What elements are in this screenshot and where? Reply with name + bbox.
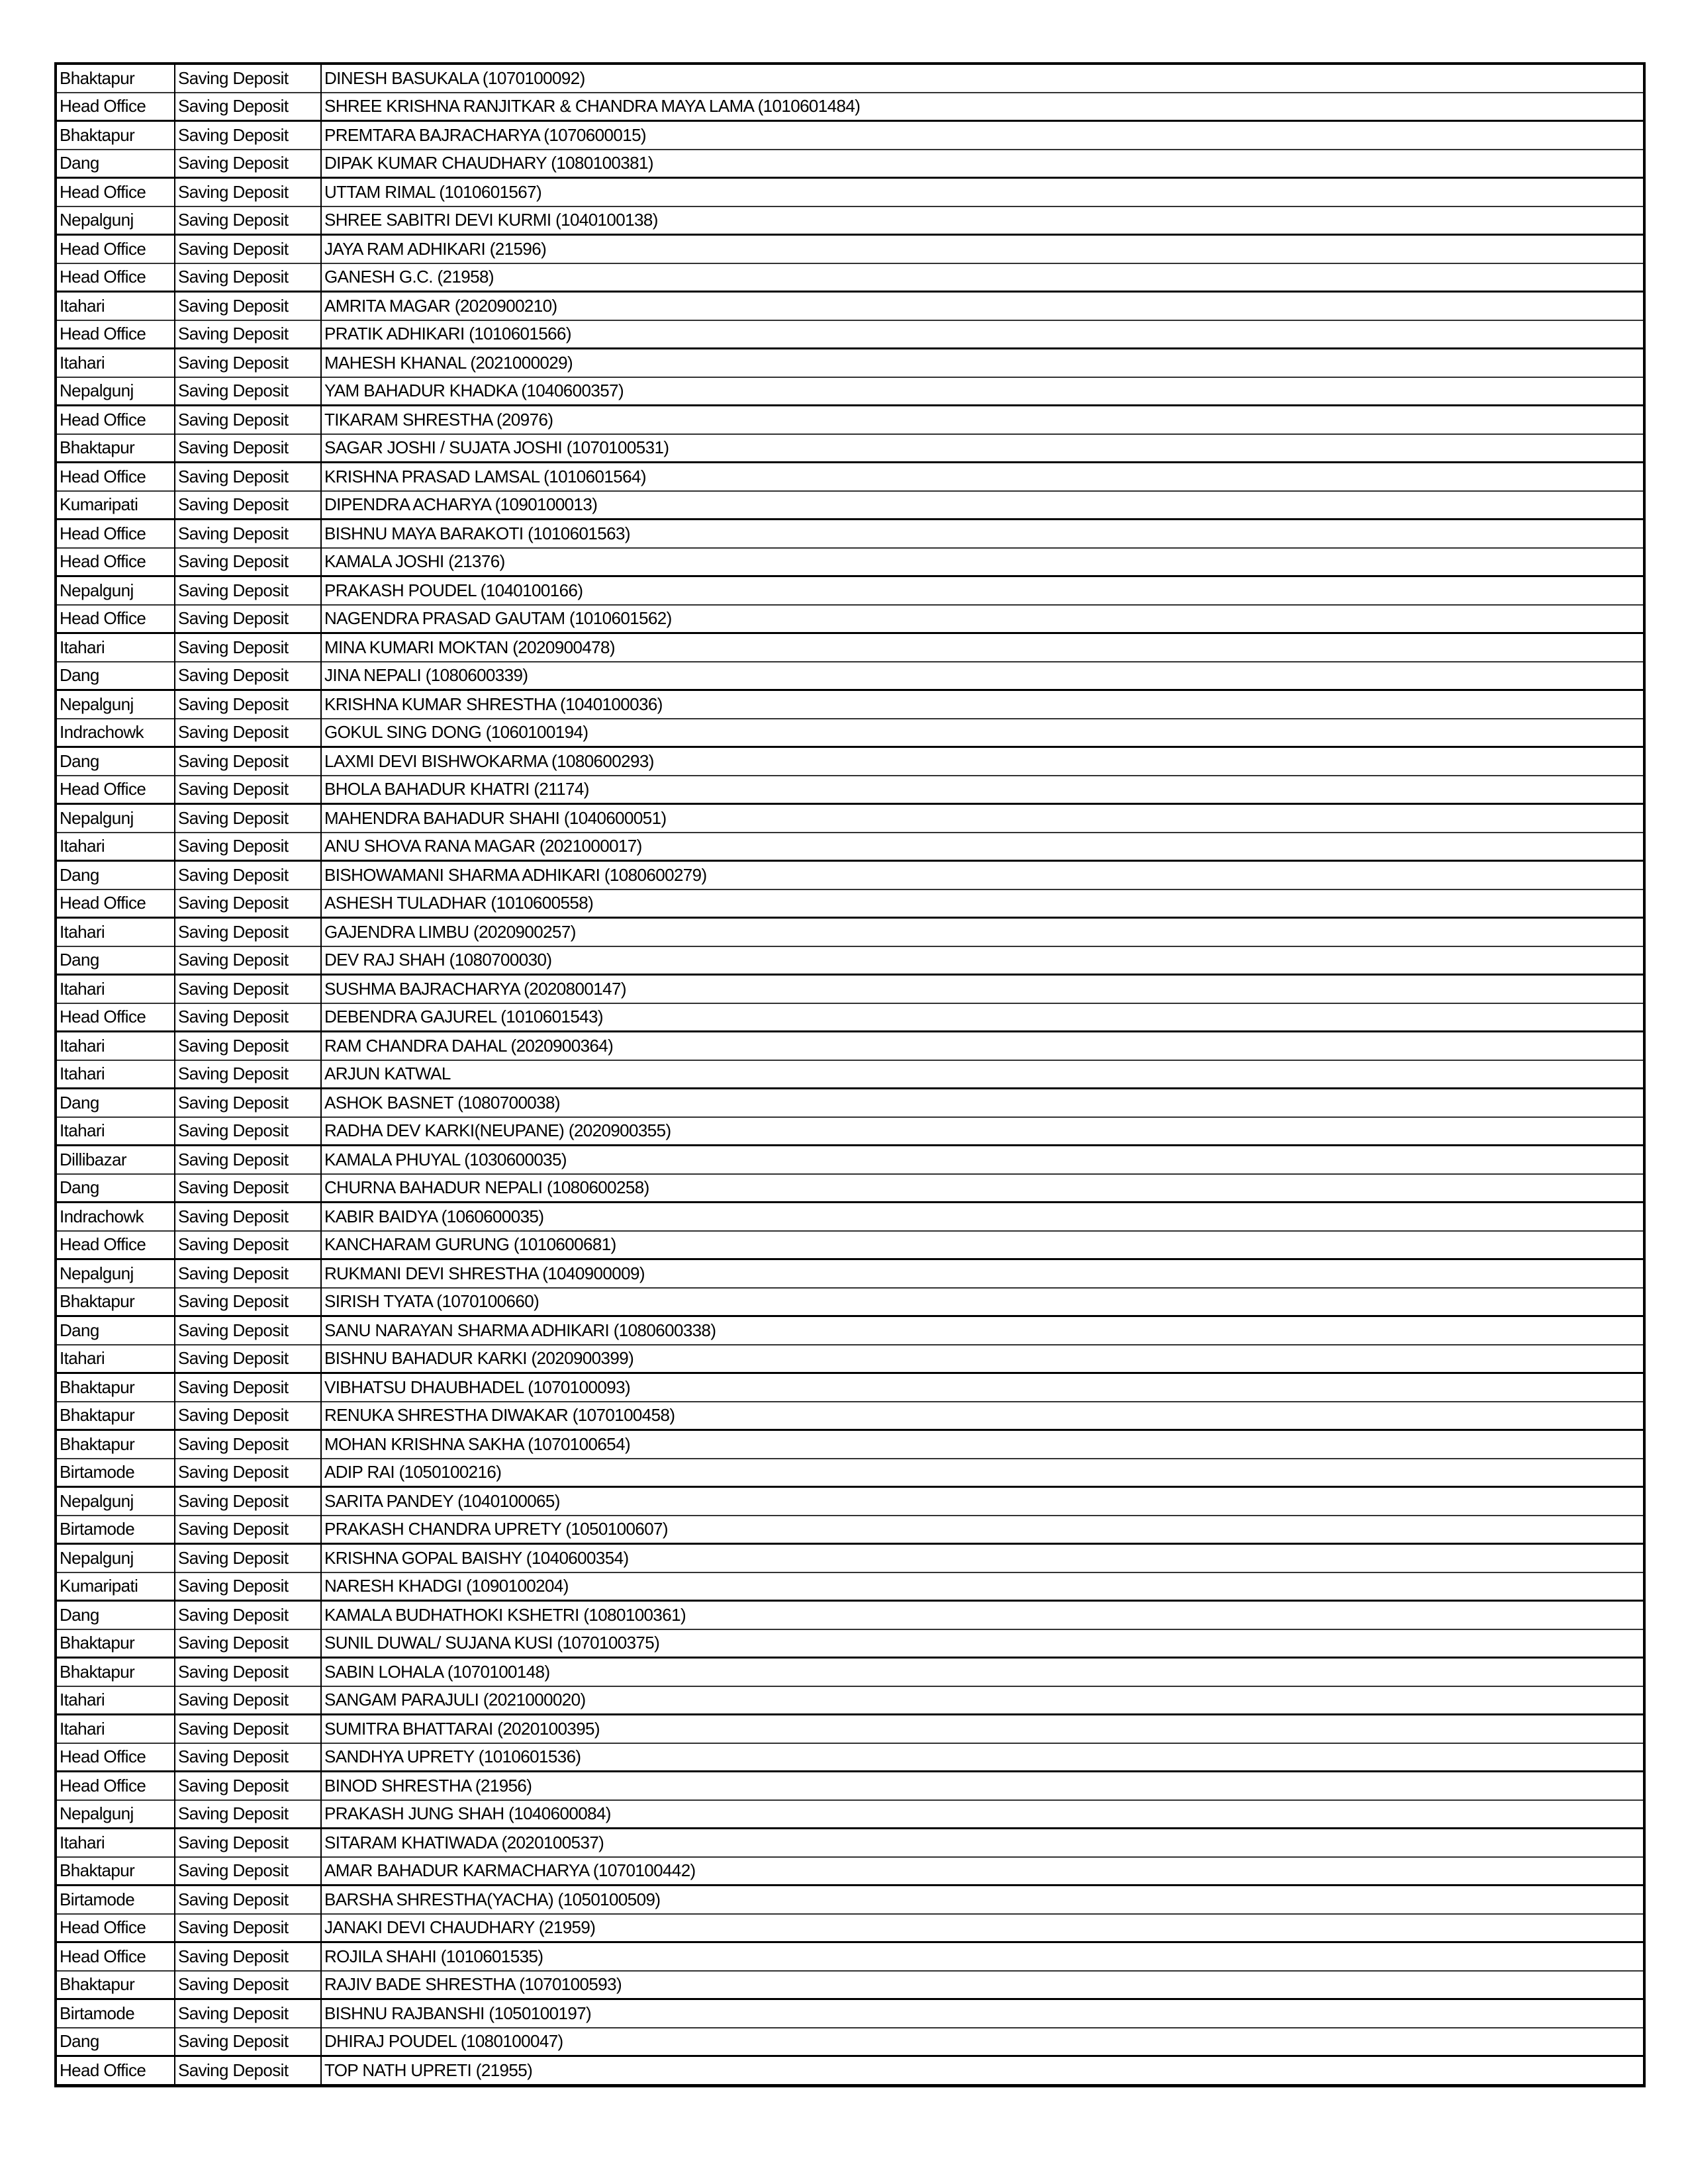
table-row (57, 1772, 1643, 1800)
account-type-cell: Saving Deposit (175, 2056, 321, 2085)
branch-cell: Dang (57, 1089, 175, 1117)
branch-cell: Bhaktapur (57, 65, 175, 93)
table-row (57, 690, 1643, 719)
table-row (57, 1117, 1643, 1146)
table-row (57, 633, 1643, 662)
table-row (57, 520, 1643, 548)
branch-cell: Dang (57, 1601, 175, 1629)
account-holder-cell: DINESH BASUKALA (1070100092) (321, 65, 1643, 93)
account-type-cell: Saving Deposit (175, 434, 321, 463)
account-holder-cell: KANCHARAM GURUNG (1010600681) (321, 1231, 1643, 1259)
account-type-cell: Saving Deposit (175, 206, 321, 235)
account-type-cell: Saving Deposit (175, 1146, 321, 1174)
account-holder-cell: SABIN LOHALA (1070100148) (321, 1658, 1643, 1686)
account-type-cell: Saving Deposit (175, 235, 321, 263)
account-type-cell: Saving Deposit (175, 178, 321, 206)
account-type-cell: Saving Deposit (175, 263, 321, 292)
account-holder-cell: ASHOK BASNET (1080700038) (321, 1089, 1643, 1117)
branch-cell: Kumaripati (57, 1572, 175, 1601)
account-holder-cell: KRISHNA KUMAR SHRESTHA (1040100036) (321, 690, 1643, 719)
branch-cell: Bhaktapur (57, 1971, 175, 1999)
table-row (57, 1459, 1643, 1487)
account-type-cell: Saving Deposit (175, 292, 321, 320)
table-row (57, 918, 1643, 946)
account-holder-cell: BARSHA SHRESTHA(YACHA) (1050100509) (321, 1886, 1643, 1914)
account-holder-cell: ADIP RAI (1050100216) (321, 1459, 1643, 1487)
table-row (57, 1999, 1643, 2028)
account-type-cell: Saving Deposit (175, 150, 321, 178)
account-type-cell: Saving Deposit (175, 946, 321, 975)
table-row (57, 1003, 1643, 1032)
account-type-cell: Saving Deposit (175, 747, 321, 776)
account-holder-cell: GAJENDRA LIMBU (2020900257) (321, 918, 1643, 946)
account-holder-cell: NARESH KHADGI (1090100204) (321, 1572, 1643, 1601)
account-type-cell: Saving Deposit (175, 1174, 321, 1203)
branch-cell: Head Office (57, 1942, 175, 1971)
branch-cell: Itahari (57, 1829, 175, 1857)
branch-cell: Itahari (57, 1117, 175, 1146)
account-type-cell: Saving Deposit (175, 1914, 321, 1942)
table-row (57, 662, 1643, 690)
branch-cell: Bhaktapur (57, 1402, 175, 1430)
branch-cell: Itahari (57, 1032, 175, 1060)
table-row (57, 1487, 1643, 1516)
branch-cell: Dang (57, 662, 175, 690)
table-row (57, 1516, 1643, 1544)
account-type-cell: Saving Deposit (175, 833, 321, 861)
account-holder-cell: DEV RAJ SHAH (1080700030) (321, 946, 1643, 975)
branch-cell: Nepalgunj (57, 1259, 175, 1288)
account-type-cell: Saving Deposit (175, 776, 321, 804)
branch-cell: Itahari (57, 1060, 175, 1089)
branch-cell: Birtamode (57, 1516, 175, 1544)
table-row (57, 292, 1643, 320)
branch-cell: Head Office (57, 178, 175, 206)
account-holder-cell: PRAKASH JUNG SHAH (1040600084) (321, 1800, 1643, 1829)
account-holder-cell: SANGAM PARAJULI (2021000020) (321, 1686, 1643, 1715)
table-body (57, 65, 1643, 2084)
account-holder-cell: GANESH G.C. (21958) (321, 263, 1643, 292)
account-type-cell: Saving Deposit (175, 121, 321, 150)
account-type-cell: Saving Deposit (175, 1971, 321, 1999)
branch-cell: Nepalgunj (57, 804, 175, 833)
account-type-cell: Saving Deposit (175, 1629, 321, 1658)
table-row (57, 1373, 1643, 1402)
account-holder-cell: UTTAM RIMAL (1010601567) (321, 178, 1643, 206)
table-row (57, 206, 1643, 235)
branch-cell: Head Office (57, 406, 175, 434)
branch-cell: Dang (57, 946, 175, 975)
account-holder-cell: JANAKI DEVI CHAUDHARY (21959) (321, 1914, 1643, 1942)
branch-cell: Bhaktapur (57, 1373, 175, 1402)
branch-cell: Bhaktapur (57, 1288, 175, 1316)
account-holder-cell: ANU SHOVA RANA MAGAR (2021000017) (321, 833, 1643, 861)
account-type-cell: Saving Deposit (175, 719, 321, 747)
account-holder-cell: RENUKA SHRESTHA DIWAKAR (1070100458) (321, 1402, 1643, 1430)
table-row (57, 747, 1643, 776)
account-holder-cell: VIBHATSU DHAUBHADEL (1070100093) (321, 1373, 1643, 1402)
account-holder-cell: AMRITA MAGAR (2020900210) (321, 292, 1643, 320)
branch-cell: Head Office (57, 776, 175, 804)
account-holder-cell: SANU NARAYAN SHARMA ADHIKARI (1080600338) (321, 1316, 1643, 1345)
branch-cell: Head Office (57, 1231, 175, 1259)
account-type-cell: Saving Deposit (175, 1829, 321, 1857)
account-type-cell: Saving Deposit (175, 463, 321, 491)
account-holder-cell: DEBENDRA GAJUREL (1010601543) (321, 1003, 1643, 1032)
table-row (57, 1857, 1643, 1886)
account-holder-cell: RAM CHANDRA DAHAL (2020900364) (321, 1032, 1643, 1060)
account-type-cell: Saving Deposit (175, 1089, 321, 1117)
table-row (57, 1743, 1643, 1772)
account-holder-cell: TOP NATH UPRETI (21955) (321, 2056, 1643, 2085)
account-type-cell: Saving Deposit (175, 320, 321, 349)
account-type-cell: Saving Deposit (175, 93, 321, 121)
account-holder-cell: BISHNU BAHADUR KARKI (2020900399) (321, 1345, 1643, 1373)
account-type-cell: Saving Deposit (175, 1117, 321, 1146)
table-row (57, 349, 1643, 377)
account-type-cell: Saving Deposit (175, 1857, 321, 1886)
table-row (57, 150, 1643, 178)
account-holder-cell: ASHESH TULADHAR (1010600558) (321, 889, 1643, 918)
account-type-cell: Saving Deposit (175, 576, 321, 605)
account-holder-cell: BISHNU RAJBANSHI (1050100197) (321, 1999, 1643, 2028)
account-type-cell: Saving Deposit (175, 1430, 321, 1459)
table-row (57, 975, 1643, 1003)
account-type-cell: Saving Deposit (175, 1060, 321, 1089)
account-holder-cell: JINA NEPALI (1080600339) (321, 662, 1643, 690)
table-row (57, 1402, 1643, 1430)
table-row (57, 1658, 1643, 1686)
account-type-cell: Saving Deposit (175, 861, 321, 889)
branch-cell: Dang (57, 1316, 175, 1345)
account-type-cell: Saving Deposit (175, 690, 321, 719)
account-holder-cell: MAHENDRA BAHADUR SHAHI (1040600051) (321, 804, 1643, 833)
branch-cell: Itahari (57, 1345, 175, 1373)
account-type-cell: Saving Deposit (175, 1259, 321, 1288)
account-holder-cell: KAMALA PHUYAL (1030600035) (321, 1146, 1643, 1174)
branch-cell: Head Office (57, 320, 175, 349)
branch-cell: Indrachowk (57, 1203, 175, 1231)
account-holder-cell: KRISHNA GOPAL BAISHY (1040600354) (321, 1544, 1643, 1572)
account-type-cell: Saving Deposit (175, 1373, 321, 1402)
branch-cell: Itahari (57, 292, 175, 320)
table-row (57, 93, 1643, 121)
table-row (57, 1629, 1643, 1658)
branch-cell: Itahari (57, 1686, 175, 1715)
table-row (57, 2028, 1643, 2056)
branch-cell: Birtamode (57, 1999, 175, 2028)
account-type-cell: Saving Deposit (175, 1686, 321, 1715)
account-type-cell: Saving Deposit (175, 491, 321, 520)
table-row (57, 1032, 1643, 1060)
account-holder-cell: PRAKASH POUDEL (1040100166) (321, 576, 1643, 605)
branch-cell: Dillibazar (57, 1146, 175, 1174)
account-holder-cell: BISHNU MAYA BARAKOTI (1010601563) (321, 520, 1643, 548)
table-row (57, 1259, 1643, 1288)
table-row (57, 1430, 1643, 1459)
branch-cell: Dang (57, 1174, 175, 1203)
account-holder-cell: LAXMI DEVI BISHWOKARMA (1080600293) (321, 747, 1643, 776)
branch-cell: Nepalgunj (57, 690, 175, 719)
branch-cell: Nepalgunj (57, 1800, 175, 1829)
branch-cell: Head Office (57, 263, 175, 292)
account-type-cell: Saving Deposit (175, 605, 321, 633)
account-type-cell: Saving Deposit (175, 1288, 321, 1316)
account-type-cell: Saving Deposit (175, 1516, 321, 1544)
table-row (57, 377, 1643, 406)
table-row (57, 719, 1643, 747)
account-type-cell: Saving Deposit (175, 1743, 321, 1772)
table-row (57, 463, 1643, 491)
account-holder-cell: SAGAR JOSHI / SUJATA JOSHI (1070100531) (321, 434, 1643, 463)
table-row (57, 1288, 1643, 1316)
account-type-cell: Saving Deposit (175, 662, 321, 690)
branch-cell: Head Office (57, 463, 175, 491)
table-row (57, 434, 1643, 463)
account-holder-cell: SHREE KRISHNA RANJITKAR & CHANDRA MAYA LAMA (1010601484) (321, 93, 1643, 121)
account-holder-cell: DIPENDRA ACHARYA (1090100013) (321, 491, 1643, 520)
table-row (57, 1089, 1643, 1117)
account-holder-cell: NAGENDRA PRASAD GAUTAM (1010601562) (321, 605, 1643, 633)
table-row (57, 605, 1643, 633)
account-holder-cell: CHURNA BAHADUR NEPALI (1080600258) (321, 1174, 1643, 1203)
table-row (57, 2056, 1643, 2085)
branch-cell: Itahari (57, 1715, 175, 1743)
branch-cell: Itahari (57, 633, 175, 662)
table-row (57, 65, 1643, 93)
table-row (57, 235, 1643, 263)
account-type-cell: Saving Deposit (175, 1886, 321, 1914)
account-type-cell: Saving Deposit (175, 1544, 321, 1572)
branch-cell: Bhaktapur (57, 121, 175, 150)
account-type-cell: Saving Deposit (175, 548, 321, 576)
account-holder-cell: SIRISH TYATA (1070100660) (321, 1288, 1643, 1316)
table-row (57, 861, 1643, 889)
account-type-cell: Saving Deposit (175, 1231, 321, 1259)
account-holder-cell: SARITA PANDEY (1040100065) (321, 1487, 1643, 1516)
account-type-cell: Saving Deposit (175, 349, 321, 377)
branch-cell: Dang (57, 747, 175, 776)
account-type-cell: Saving Deposit (175, 65, 321, 93)
table-row (57, 1572, 1643, 1601)
account-type-cell: Saving Deposit (175, 975, 321, 1003)
account-type-cell: Saving Deposit (175, 1345, 321, 1373)
table-row (57, 121, 1643, 150)
table-row (57, 1231, 1643, 1259)
account-holder-cell: SANDHYA UPRETY (1010601536) (321, 1743, 1643, 1772)
account-type-cell: Saving Deposit (175, 1487, 321, 1516)
table-row (57, 1800, 1643, 1829)
account-type-cell: Saving Deposit (175, 1459, 321, 1487)
branch-cell: Birtamode (57, 1886, 175, 1914)
table-row (57, 1971, 1643, 1999)
branch-cell: Nepalgunj (57, 206, 175, 235)
branch-cell: Bhaktapur (57, 1658, 175, 1686)
branch-cell: Indrachowk (57, 719, 175, 747)
account-holder-cell: ROJILA SHAHI (1010601535) (321, 1942, 1643, 1971)
account-type-cell: Saving Deposit (175, 1572, 321, 1601)
account-holder-cell: PRATIK ADHIKARI (1010601566) (321, 320, 1643, 349)
account-holder-cell: AMAR BAHADUR KARMACHARYA (1070100442) (321, 1857, 1643, 1886)
account-holder-cell: SUNIL DUWAL/ SUJANA KUSI (1070100375) (321, 1629, 1643, 1658)
branch-cell: Nepalgunj (57, 377, 175, 406)
account-type-cell: Saving Deposit (175, 2028, 321, 2056)
account-type-cell: Saving Deposit (175, 1316, 321, 1345)
table-row (57, 1174, 1643, 1203)
table-row (57, 1829, 1643, 1857)
branch-cell: Head Office (57, 1914, 175, 1942)
account-holder-cell: RAJIV BADE SHRESTHA (1070100593) (321, 1971, 1643, 1999)
account-type-cell: Saving Deposit (175, 804, 321, 833)
branch-cell: Itahari (57, 349, 175, 377)
account-type-cell: Saving Deposit (175, 1658, 321, 1686)
account-holder-cell: ARJUN KATWAL (321, 1060, 1643, 1089)
branch-cell: Bhaktapur (57, 434, 175, 463)
account-holder-cell: KABIR BAIDYA (1060600035) (321, 1203, 1643, 1231)
account-holder-cell: RADHA DEV KARKI(NEUPANE) (2020900355) (321, 1117, 1643, 1146)
table-row (57, 804, 1643, 833)
table-row (57, 1942, 1643, 1971)
account-type-cell: Saving Deposit (175, 1032, 321, 1060)
branch-cell: Head Office (57, 1003, 175, 1032)
account-grid (57, 65, 1643, 2085)
table-row (57, 263, 1643, 292)
account-holder-cell: PREMTARA BAJRACHARYA (1070600015) (321, 121, 1643, 150)
table-row (57, 1060, 1643, 1089)
account-type-cell: Saving Deposit (175, 1942, 321, 1971)
account-holder-cell: BINOD SHRESTHA (21956) (321, 1772, 1643, 1800)
account-holder-cell: SITARAM KHATIWADA (2020100537) (321, 1829, 1643, 1857)
branch-cell: Bhaktapur (57, 1857, 175, 1886)
account-type-cell: Saving Deposit (175, 633, 321, 662)
account-holder-cell: KAMALA BUDHATHOKI KSHETRI (1080100361) (321, 1601, 1643, 1629)
table-row (57, 1146, 1643, 1174)
branch-cell: Head Office (57, 2056, 175, 2085)
branch-cell: Itahari (57, 918, 175, 946)
table-row (57, 1544, 1643, 1572)
account-holder-cell: SUMITRA BHATTARAI (2020100395) (321, 1715, 1643, 1743)
table-row (57, 1203, 1643, 1231)
account-table (54, 62, 1646, 2087)
account-type-cell: Saving Deposit (175, 1800, 321, 1829)
table-row (57, 576, 1643, 605)
account-type-cell: Saving Deposit (175, 1003, 321, 1032)
table-row (57, 548, 1643, 576)
account-type-cell: Saving Deposit (175, 1772, 321, 1800)
branch-cell: Head Office (57, 889, 175, 918)
table-row (57, 1686, 1643, 1715)
account-holder-cell: SUSHMA BAJRACHARYA (2020800147) (321, 975, 1643, 1003)
branch-cell: Dang (57, 861, 175, 889)
account-holder-cell: MINA KUMARI MOKTAN (2020900478) (321, 633, 1643, 662)
table-row (57, 889, 1643, 918)
branch-cell: Itahari (57, 975, 175, 1003)
branch-cell: Bhaktapur (57, 1430, 175, 1459)
account-holder-cell: YAM BAHADUR KHADKA (1040600357) (321, 377, 1643, 406)
account-type-cell: Saving Deposit (175, 1999, 321, 2028)
account-type-cell: Saving Deposit (175, 520, 321, 548)
branch-cell: Nepalgunj (57, 1544, 175, 1572)
account-type-cell: Saving Deposit (175, 918, 321, 946)
account-holder-cell: KRISHNA PRASAD LAMSAL (1010601564) (321, 463, 1643, 491)
branch-cell: Itahari (57, 833, 175, 861)
table-row (57, 320, 1643, 349)
account-type-cell: Saving Deposit (175, 889, 321, 918)
account-holder-cell: MAHESH KHANAL (2021000029) (321, 349, 1643, 377)
account-holder-cell: RUKMANI DEVI SHRESTHA (1040900009) (321, 1259, 1643, 1288)
table-row (57, 776, 1643, 804)
table-row (57, 491, 1643, 520)
branch-cell: Nepalgunj (57, 576, 175, 605)
account-type-cell: Saving Deposit (175, 377, 321, 406)
account-holder-cell: DHIRAJ POUDEL (1080100047) (321, 2028, 1643, 2056)
table-row (57, 946, 1643, 975)
branch-cell: Nepalgunj (57, 1487, 175, 1516)
table-row (57, 1886, 1643, 1914)
branch-cell: Dang (57, 150, 175, 178)
branch-cell: Birtamode (57, 1459, 175, 1487)
account-type-cell: Saving Deposit (175, 1402, 321, 1430)
table-row (57, 1715, 1643, 1743)
account-holder-cell: GOKUL SING DONG (1060100194) (321, 719, 1643, 747)
table-row (57, 1316, 1643, 1345)
account-holder-cell: TIKARAM SHRESTHA (20976) (321, 406, 1643, 434)
branch-cell: Head Office (57, 605, 175, 633)
branch-cell: Bhaktapur (57, 1629, 175, 1658)
branch-cell: Kumaripati (57, 491, 175, 520)
branch-cell: Head Office (57, 1743, 175, 1772)
table-row (57, 406, 1643, 434)
account-holder-cell: SHREE SABITRI DEVI KURMI (1040100138) (321, 206, 1643, 235)
account-type-cell: Saving Deposit (175, 1715, 321, 1743)
table-row (57, 1345, 1643, 1373)
table-row (57, 1914, 1643, 1942)
account-holder-cell: JAYA RAM ADHIKARI (21596) (321, 235, 1643, 263)
branch-cell: Head Office (57, 548, 175, 576)
account-holder-cell: PRAKASH CHANDRA UPRETY (1050100607) (321, 1516, 1643, 1544)
table-row (57, 833, 1643, 861)
table-row (57, 178, 1643, 206)
account-holder-cell: BISHOWAMANI SHARMA ADHIKARI (1080600279) (321, 861, 1643, 889)
branch-cell: Head Office (57, 93, 175, 121)
account-holder-cell: DIPAK KUMAR CHAUDHARY (1080100381) (321, 150, 1643, 178)
account-type-cell: Saving Deposit (175, 1601, 321, 1629)
account-holder-cell: BHOLA BAHADUR KHATRI (21174) (321, 776, 1643, 804)
branch-cell: Dang (57, 2028, 175, 2056)
branch-cell: Head Office (57, 520, 175, 548)
table-row (57, 1601, 1643, 1629)
account-type-cell: Saving Deposit (175, 1203, 321, 1231)
account-holder-cell: MOHAN KRISHNA SAKHA (1070100654) (321, 1430, 1643, 1459)
branch-cell: Head Office (57, 1772, 175, 1800)
branch-cell: Head Office (57, 235, 175, 263)
account-holder-cell: KAMALA JOSHI (21376) (321, 548, 1643, 576)
account-type-cell: Saving Deposit (175, 406, 321, 434)
